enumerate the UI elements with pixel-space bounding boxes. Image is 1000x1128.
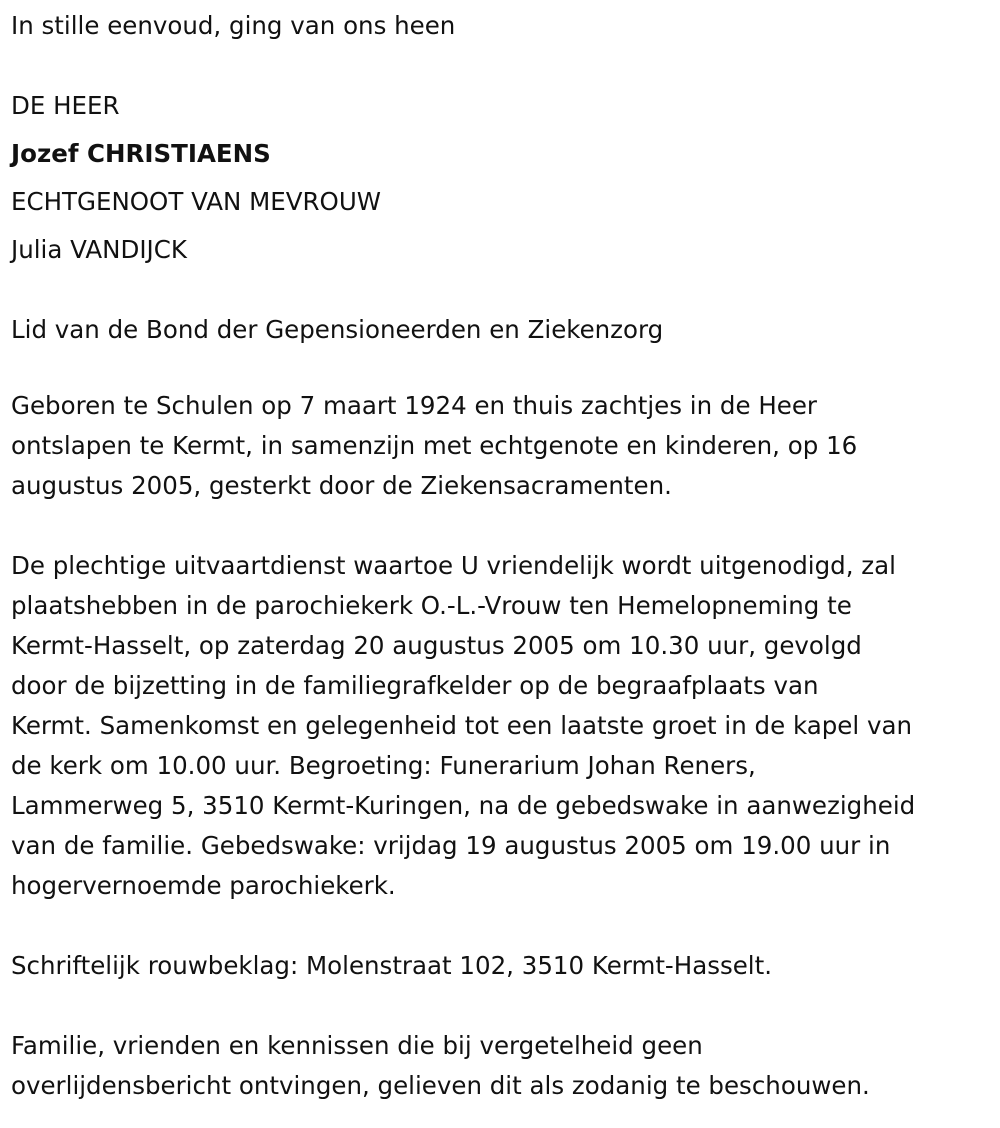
- deceased-name: Jozef CHRISTIAENS: [11, 139, 271, 168]
- paragraph-line: hogervernoemde parochiekerk.: [11, 871, 396, 900]
- paragraph-line: Kermt-Hasselt, op zaterdag 20 augustus 2005 om 10.30 uur, gevolgd: [11, 631, 862, 660]
- spacer: [11, 906, 1000, 946]
- condolences-line: Schriftelijk rouwbeklag: Molenstraat 102, 3510 Kermt-Hasselt.: [11, 951, 773, 980]
- paragraph-line: door de bijzetting in de familiegrafkelder op de begraafplaats van: [11, 671, 819, 700]
- paragraph-line: Lammerweg 5, 3510 Kermt-Kuringen, na de gebedswake in aanwezigheid: [11, 791, 916, 820]
- paragraph-line: van de familie. Gebedswake: vrijdag 19 augustus 2005 om 19.00 uur in: [11, 831, 891, 860]
- title-prefix: DE HEER: [11, 91, 120, 120]
- intro-line: In stille eenvoud, ging van ons heen: [11, 11, 456, 40]
- paragraph-line: Geboren te Schulen op 7 maart 1924 en thuis zachtjes in de Heer: [11, 391, 817, 420]
- spacer: [11, 354, 1000, 386]
- paragraph-line: de kerk om 10.00 uur. Begroeting: Funerarium Johan Reners,: [11, 751, 756, 780]
- paragraph-line: Familie, vrienden en kennissen die bij vergetelheid geen: [11, 1031, 703, 1060]
- paragraph-line: ontslapen te Kermt, in samenzijn met echtgenote en kinderen, op 16: [11, 431, 858, 460]
- membership-line: Lid van de Bond der Gepensioneerden en Ziekenzorg: [11, 315, 664, 344]
- spouse-label: ECHTGENOOT VAN MEVROUW: [11, 187, 382, 216]
- spacer: [11, 50, 1000, 82]
- spouse-name: Julia VANDIJCK: [11, 235, 187, 264]
- obituary-notice: [0, 2, 1000, 1128]
- spacer: [11, 274, 1000, 306]
- paragraph-line: plaatshebben in de parochiekerk O.-L.-Vrouw ten Hemelopneming te: [11, 591, 852, 620]
- paragraph-line: augustus 2005, gesterkt door de Ziekensacramenten.: [11, 471, 672, 500]
- paragraph-line: overlijdensbericht ontvingen, gelieven dit als zodanig te beschouwen.: [11, 1071, 870, 1100]
- spacer: [11, 986, 1000, 1026]
- birth-death-paragraph: [11, 386, 1000, 506]
- funeral-paragraph: [11, 546, 1000, 906]
- spacer: [11, 506, 1000, 546]
- paragraph-line: Kermt. Samenkomst en gelegenheid tot een laatste groet in de kapel van: [11, 711, 912, 740]
- closing-paragraph: [11, 1026, 1000, 1106]
- paragraph-line: De plechtige uitvaartdienst waartoe U vriendelijk wordt uitgenodigd, zal: [11, 551, 896, 580]
